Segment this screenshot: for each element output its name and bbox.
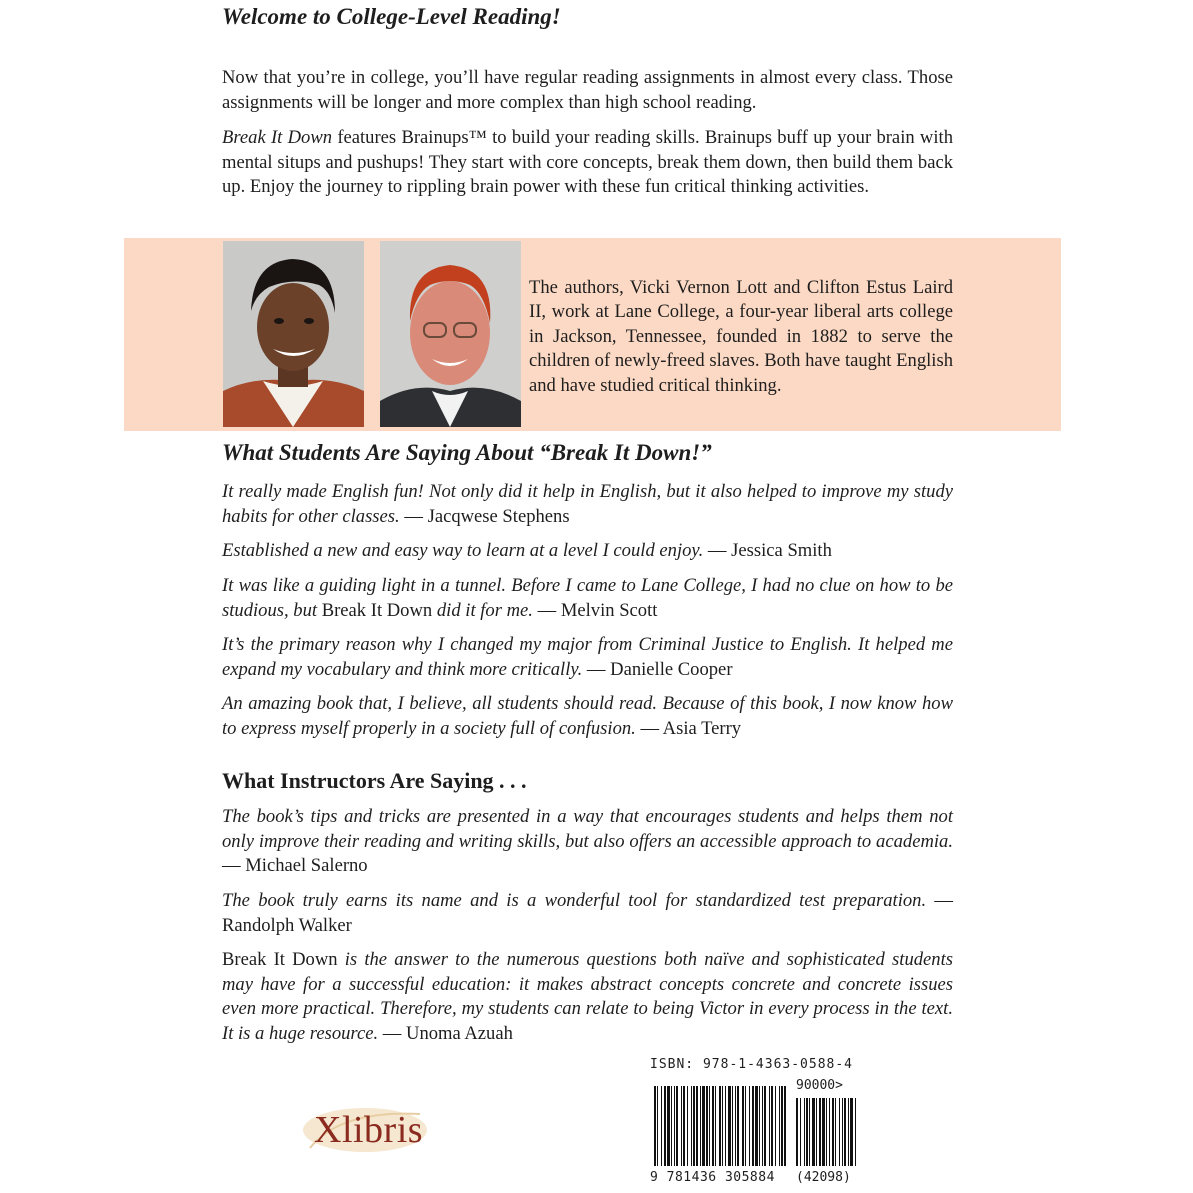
barcode-addon-bar: [832, 1098, 834, 1166]
barcode-bar: [749, 1086, 750, 1166]
quote-attribution: — Michael Salerno: [222, 855, 368, 876]
barcode-bar: [681, 1086, 682, 1166]
barcode-addon-bar: [855, 1098, 856, 1166]
barcode-icon: [650, 1080, 862, 1170]
barcode-addon-bar: [844, 1098, 846, 1166]
barcode-bar: [693, 1086, 695, 1166]
barcode-addon-bar: [809, 1098, 810, 1166]
quote-attribution: — Asia Terry: [635, 717, 742, 739]
barcode-bar: [671, 1086, 672, 1166]
barcode-bar: [781, 1086, 783, 1166]
barcode-bar: [664, 1086, 666, 1166]
barcode-bar: [775, 1086, 776, 1166]
barcode-bar: [732, 1086, 733, 1166]
barcode-bar: [657, 1086, 658, 1166]
students-heading: What Students Are Saying About “Break It Down!”: [222, 440, 712, 465]
quote-attribution: — Melvin Scott: [532, 599, 658, 621]
quote-text: It was like a guiding light in a tunnel. Before I came to Lane College, I had no clue on how to be studious, but: [222, 575, 953, 621]
barcode-bar: [752, 1086, 754, 1166]
student-quote: [222, 539, 953, 564]
barcode-bar: [702, 1086, 705, 1166]
publisher-logo: [300, 1100, 440, 1160]
barcode-bar: [700, 1086, 701, 1166]
barcode-addon-bar: [812, 1098, 815, 1166]
barcode-bar: [719, 1086, 721, 1166]
quote-attribution: — Jessica Smith: [703, 540, 832, 561]
barcode-addon-bar: [816, 1098, 817, 1166]
intro-paragraph-2: [222, 126, 953, 200]
quote-attribution: — Danielle Cooper: [582, 658, 733, 680]
intro-paragraph-1: Now that you’re in college, you’ll have regular reading assignments in almost every class. Those assignments will be longer and more complex than high school reading.: [222, 67, 953, 113]
welcome-heading: Welcome to College-Level Reading!: [222, 4, 561, 29]
barcode-bar: [691, 1086, 692, 1166]
barcode-bar: [779, 1086, 780, 1166]
barcode-bar: [706, 1086, 708, 1166]
barcode-bar: [755, 1086, 758, 1166]
student-quote: [222, 692, 953, 741]
publisher-logo-text: Xlibris: [314, 1109, 424, 1151]
barcode-bar: [784, 1086, 786, 1166]
barcode-bar: [715, 1086, 716, 1166]
barcode-bar: [696, 1086, 698, 1166]
isbn-label: ISBN: 978-1-4363-0588-4: [650, 1057, 854, 1072]
quote-text: The book’s tips and tricks are presented in a way that encourages students and helps them not only improve their reading and writing skills, but also offers an accessible approach to academia.: [222, 806, 953, 852]
quote-text: did it for me.: [432, 599, 533, 621]
barcode-bar: [722, 1086, 723, 1166]
barcode-bar: [709, 1086, 710, 1166]
barcode-price-code: (42098): [796, 1170, 851, 1185]
barcode-bar: [674, 1086, 675, 1166]
student-quote: [222, 574, 953, 623]
barcode-bar: [759, 1086, 760, 1166]
barcode-bar: [654, 1086, 656, 1166]
barcode-bar: [725, 1086, 726, 1166]
barcode-bar: [676, 1086, 678, 1166]
barcode-addon: 90000>: [796, 1078, 843, 1093]
quote-text: An amazing book that, I believe, all students should read. Because of this book, I now know how to express myself properly in a society full of confusion.: [222, 693, 953, 739]
instructor-quote: [222, 889, 953, 938]
barcode-bar: [745, 1086, 746, 1166]
barcode-bar: [667, 1086, 670, 1166]
author-portrait-woman: [223, 241, 364, 427]
barcode-bar: [687, 1086, 688, 1166]
barcode-addon-bar: [819, 1098, 821, 1166]
barcode-bar: [764, 1086, 766, 1166]
student-quote: [222, 633, 953, 682]
barcode-addon-bar: [806, 1098, 808, 1166]
instructors-heading: What Instructors Are Saying . . .: [222, 768, 527, 793]
barcode-addon-bar: [839, 1098, 840, 1166]
barcode-bar: [728, 1086, 731, 1166]
book-title: Break It Down: [222, 127, 333, 148]
instructor-quote: [222, 948, 953, 1046]
book-title: Break It Down: [222, 949, 338, 970]
author-portrait-man: [380, 241, 521, 427]
author-photo-clifton: [380, 241, 521, 427]
barcode-addon-bar: [842, 1098, 843, 1166]
quote-text: The book truly earns its name and is a wonderful tool for standardized test preparation.: [222, 890, 927, 911]
author-photo-vicki: [223, 241, 364, 427]
quote-attribution: — Unoma Azuah: [378, 1022, 513, 1044]
barcode-digits: 9 781436 305884: [650, 1170, 775, 1185]
quote-attribution: — Jacqwese Stephens: [399, 505, 570, 527]
instructor-quote: [222, 805, 953, 879]
intro-paragraph-2-text: features Brainups™ to build your reading skills. Brainups buff up your brain with mental situps and pushups! They start with core concepts, break them down, then build them back up. Enjoy the journey to rippling brain power with these fun critical thinking activities.: [222, 127, 953, 197]
student-quote: [222, 480, 953, 529]
barcode-bar: [771, 1086, 773, 1166]
quote-text: Established a new and easy way to learn at a level I could enjoy.: [222, 540, 704, 561]
author-bio: The authors, Vicki Vernon Lott and Clifton Estus Laird II, work at Lane College, a four-year liberal arts college in Jackson, Tennessee, founded in 1882 to serve the children of newly-freed slaves. Both have taught English and have studied critical thinking.: [529, 277, 953, 396]
barcode-addon-bar: [835, 1098, 836, 1166]
quote-attribution: — Randolph Walker: [222, 890, 954, 936]
quote-text: is the answer to the numerous questions both naïve and sophisticated students may have for a successful education: it makes abstract concepts concrete and concrete issues even more practical. Therefore, my students can relate to being Victor in every process in the text. It is a huge resource.: [222, 949, 953, 1044]
barcode-addon-bar: [848, 1098, 849, 1166]
barcode-addon-bar: [826, 1098, 827, 1166]
barcode-bar: [762, 1086, 763, 1166]
barcode-bar: [769, 1086, 770, 1166]
barcode-bar: [737, 1086, 739, 1166]
barcode-addon-bar: [804, 1098, 805, 1166]
barcode-bar: [661, 1086, 662, 1166]
barcode-bar: [735, 1086, 736, 1166]
quote-text: It’s the primary reason why I changed my major from Criminal Justice to English. It helped me expand my vocabulary and think more critically.: [222, 634, 953, 680]
barcode-bar: [742, 1086, 744, 1166]
barcode-addon-bar: [796, 1098, 798, 1166]
barcode-addon-bar: [800, 1098, 801, 1166]
barcode-addon-bar: [822, 1098, 825, 1166]
quote-text: It really made English fun! Not only did it help in English, but it also helped to improve my study habits for other classes.: [222, 481, 953, 527]
barcode: [650, 1080, 862, 1186]
barcode-addon-bar: [829, 1098, 830, 1166]
barcode-bar: [712, 1086, 714, 1166]
book-title: Break It Down: [321, 599, 433, 621]
barcode-bar: [683, 1086, 685, 1166]
barcode-addon-bar: [850, 1098, 853, 1166]
